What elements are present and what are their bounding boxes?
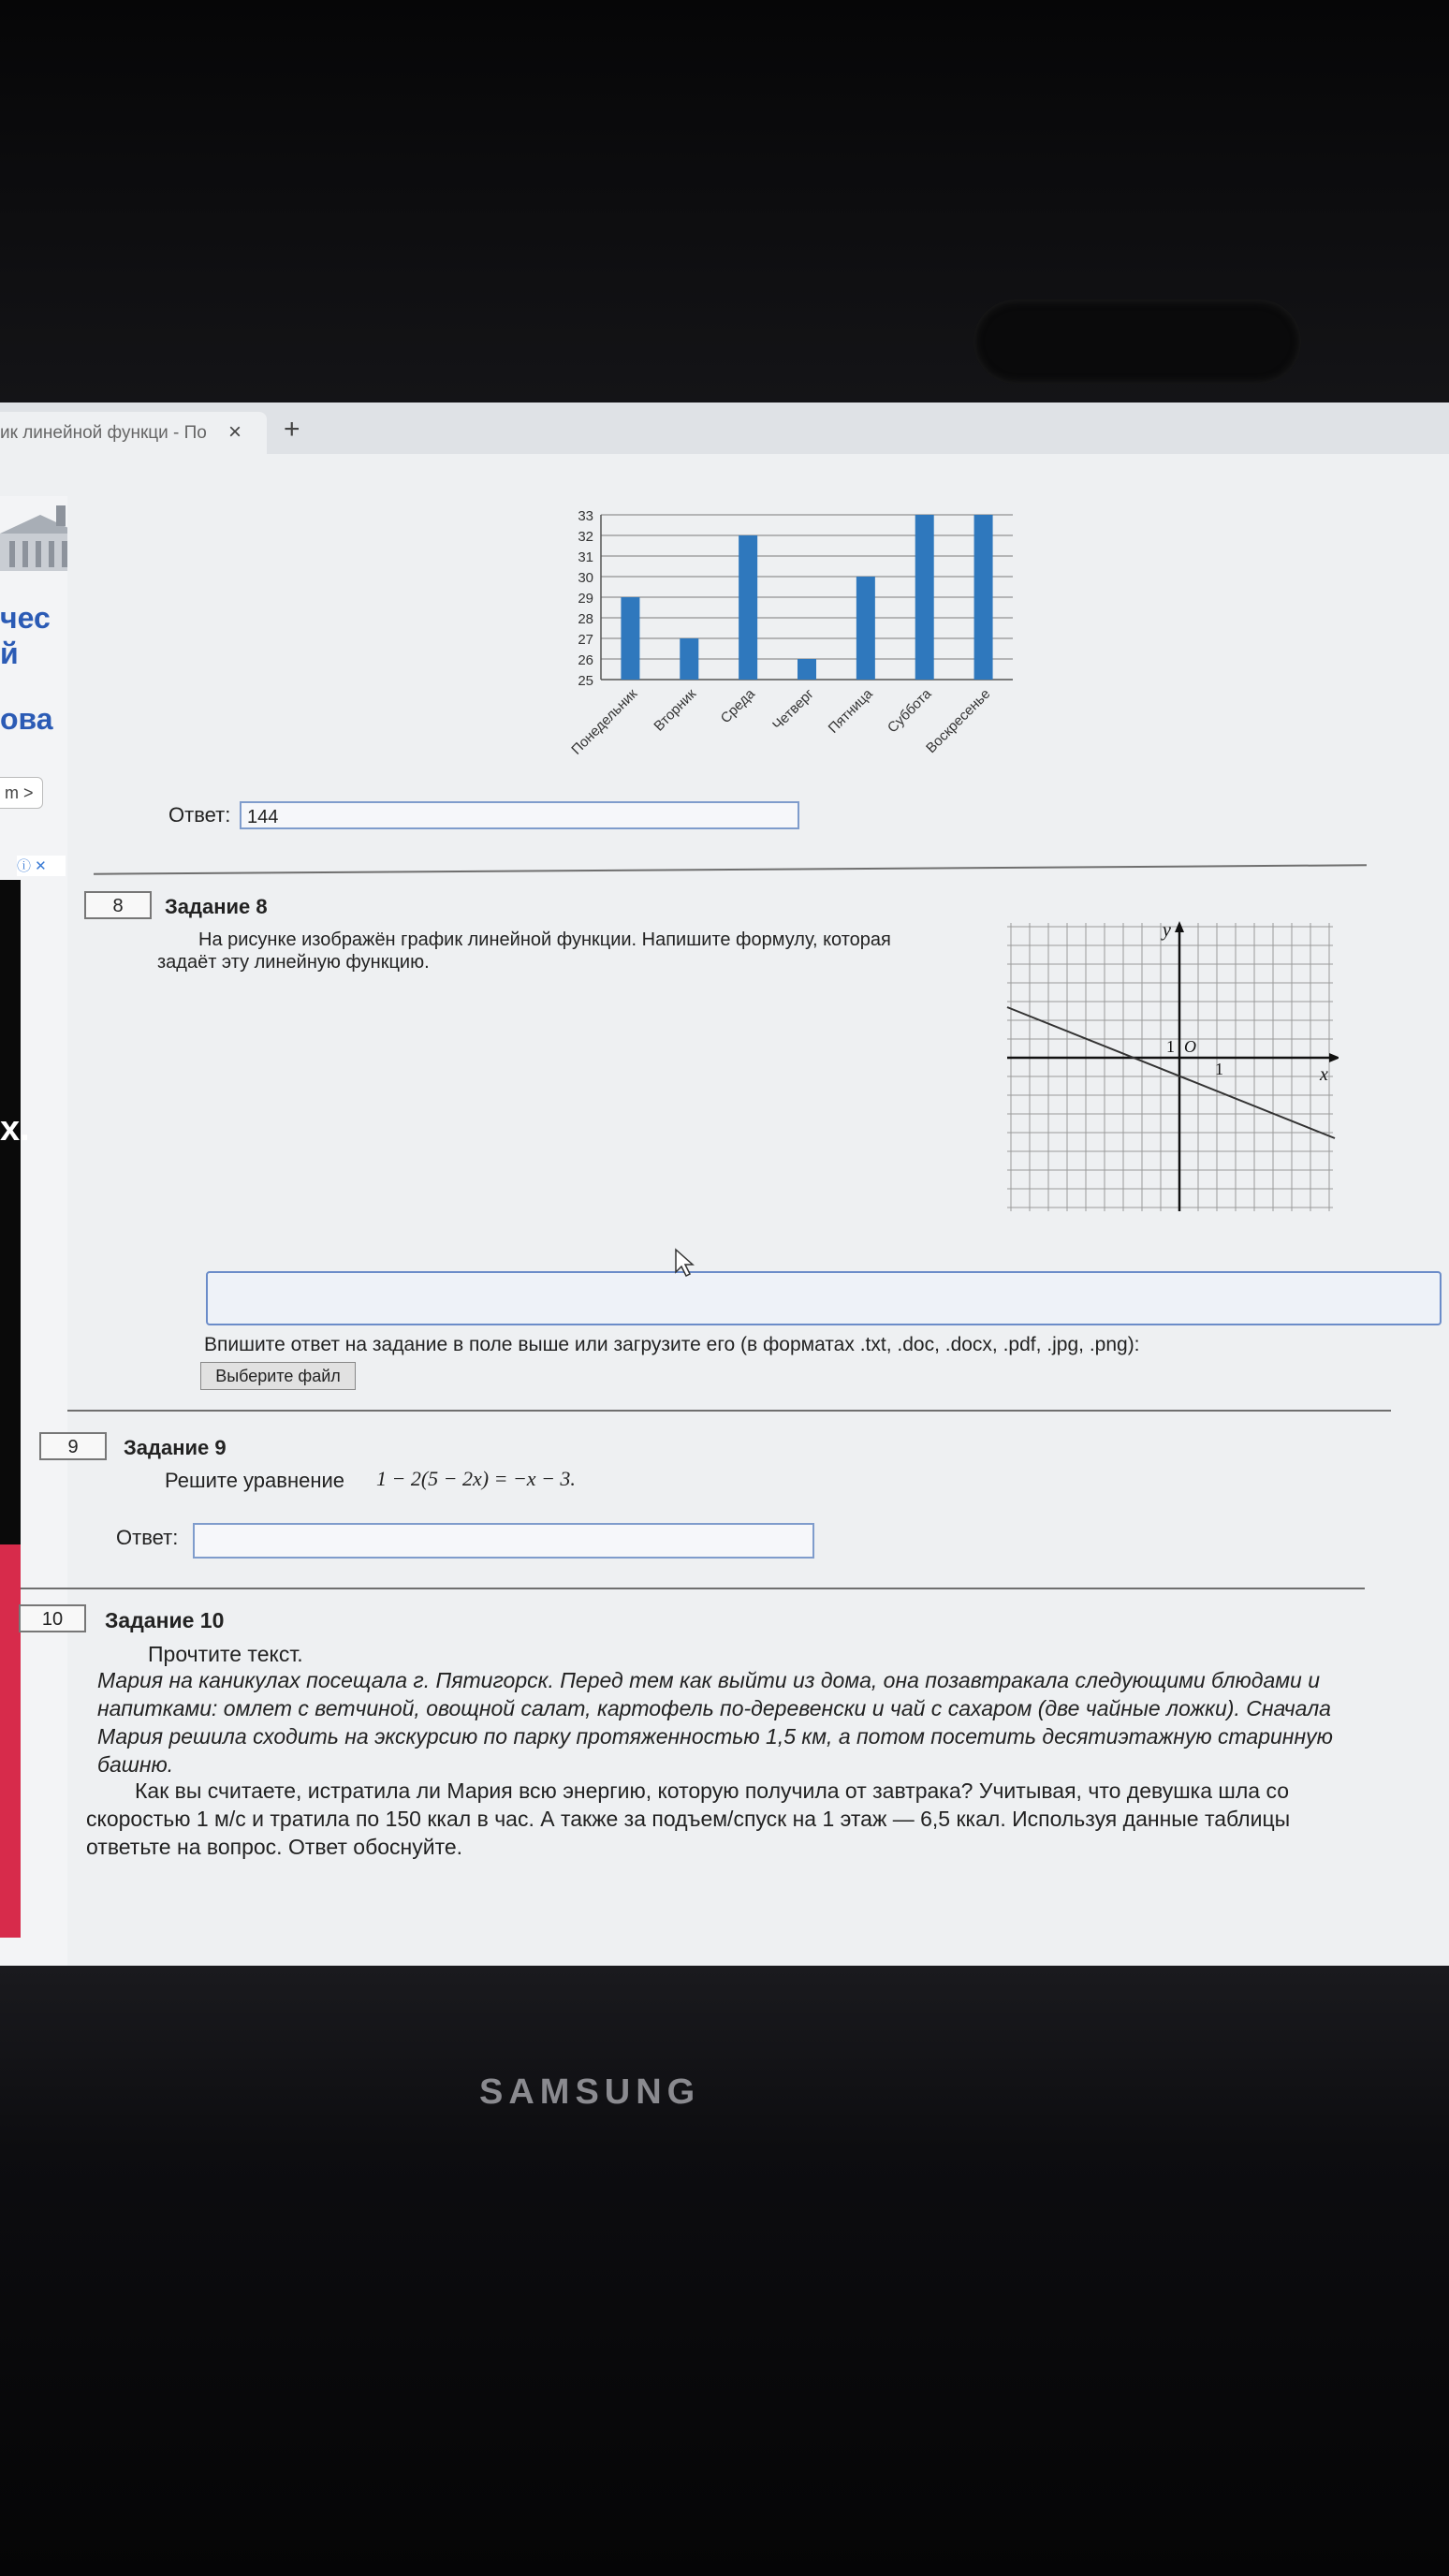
- monitor-top-bezel: [0, 0, 1449, 402]
- task10-title: Задание 10: [105, 1608, 225, 1632]
- chart-y-tick-label: 25: [578, 673, 593, 689]
- building-logo-icon: [0, 505, 67, 580]
- origin-label: O: [1184, 1037, 1196, 1056]
- chart-bar: [798, 659, 816, 680]
- unit-x-label: 1: [1215, 1060, 1223, 1078]
- chart-x-tick-label: Понедельник: [568, 685, 641, 758]
- chart-y-tick-label: 29: [578, 591, 593, 607]
- graph-grid: [1007, 923, 1333, 1211]
- chart-y-tick-label: 27: [578, 632, 593, 648]
- task7-answer-input[interactable]: 144: [240, 801, 799, 829]
- task10-story-line-4: башню.: [97, 1752, 174, 1777]
- browser-tab[interactable]: [0, 412, 267, 454]
- task10-intro: Прочтите текст.: [148, 1642, 303, 1666]
- tab-title: ик линейной функци - По: [0, 423, 207, 443]
- chart-bar: [739, 535, 757, 680]
- x-axis-label: x: [1320, 1064, 1328, 1085]
- chart-y-tick-label: 30: [578, 570, 593, 586]
- task9-answer-label: Ответ:: [116, 1526, 179, 1549]
- chart-x-tick-label: Воскресенье: [923, 685, 994, 757]
- task10-question-line-1: Как вы считаете, истратила ли Мария всю энергию, которую получила от завтрака? Учитывая, что девушка шла со: [135, 1778, 1290, 1803]
- chart-bar: [915, 515, 934, 680]
- sidebar-text-1: чес: [0, 601, 51, 635]
- task9-prompt: Решите уравнение: [165, 1469, 345, 1492]
- chart-bar: [621, 597, 639, 680]
- chart-x-tick-label: Вторник: [651, 685, 700, 735]
- task8-text-2: задаёт эту линейную функцию.: [157, 952, 430, 973]
- new-tab-icon[interactable]: +: [284, 414, 300, 445]
- task9-title: Задание 9: [124, 1436, 227, 1459]
- bar-chart: [545, 496, 1032, 768]
- task8-title: Задание 8: [165, 895, 268, 918]
- sidebar-text-2: й: [0, 637, 19, 670]
- divider: [21, 1588, 1365, 1589]
- webcam: [973, 300, 1301, 384]
- ad-text: x.: [0, 1109, 30, 1149]
- browser-toolbar: [0, 454, 1449, 491]
- chart-x-tick-label: Суббота: [884, 685, 935, 737]
- sidebar-text-3: ова: [0, 702, 53, 736]
- task8-number: 8: [84, 891, 152, 919]
- task10-story-line-3: Мария решила сходить на экскурсию по парку протяженностью 1,5 км, а потом посетить десятиэтажную старинную: [97, 1724, 1333, 1749]
- task10-number: 10: [19, 1604, 86, 1632]
- ad-panel-red[interactable]: [0, 1544, 21, 1938]
- ad-badge[interactable]: ⓘ ✕: [17, 856, 66, 876]
- task9-equation: 1 − 2(5 − 2x) = −x − 3.: [376, 1467, 576, 1490]
- unit-y-label: 1: [1166, 1037, 1175, 1056]
- task10-question-line-3: ответьте на вопрос. Ответ обоснуйте.: [86, 1835, 463, 1859]
- divider: [94, 864, 1367, 874]
- choose-file-button[interactable]: Выберите файл: [200, 1362, 356, 1390]
- chart-x-tick-label: Четверг: [769, 685, 817, 734]
- chart-y-tick-label: 32: [578, 529, 593, 545]
- task8-answer-textarea[interactable]: [206, 1271, 1442, 1325]
- chart-y-tick-label: 28: [578, 611, 593, 627]
- chart-bar: [974, 515, 993, 680]
- samsung-logo: SAMSUNG: [479, 2072, 701, 2112]
- chart-x-tick-label: Пятница: [825, 685, 876, 737]
- x-axis-arrow-icon: [1329, 1053, 1339, 1062]
- linear-function-graph: [1002, 917, 1339, 1217]
- task8-text-1: На рисунке изображён график линейной функции. Напишите формулу, которая: [198, 929, 891, 950]
- task7-answer-label: Ответ:: [168, 803, 231, 827]
- tab-close-icon[interactable]: ×: [228, 419, 242, 445]
- chart-bar: [856, 577, 875, 680]
- sidebar-button[interactable]: m >: [0, 777, 43, 809]
- main-content: [41, 496, 1449, 1966]
- chart-x-tick-label: Среда: [717, 685, 758, 727]
- task10-question-line-2: скоростью 1 м/с и тратила по 150 ккал в час. А также за подъем/спуск на 1 этаж — 6,5 ккал. Используя данные таблицы: [86, 1807, 1291, 1831]
- mouse-cursor-icon: [674, 1248, 696, 1278]
- y-axis-label: y: [1163, 920, 1171, 941]
- chart-y-tick-label: 33: [578, 508, 593, 524]
- task8-upload-note: Впишите ответ на задание в поле выше или загрузите его (в форматах .txt, .doc, .docx, .pdf, .jpg, .png):: [204, 1334, 1140, 1355]
- function-line: [1007, 1007, 1335, 1138]
- chart-y-tick-label: 26: [578, 652, 593, 668]
- tab-bar: [0, 402, 1449, 455]
- task9-number: 9: [39, 1432, 107, 1460]
- task9-answer-input[interactable]: [193, 1523, 814, 1559]
- left-sidebar: [0, 496, 67, 1966]
- divider: [67, 1410, 1391, 1412]
- monitor-bottom-bezel: [0, 1966, 1449, 2576]
- task10-story-line-2: напитками: омлет с ветчиной, овощной салат, картофель по-деревенски и чай с сахаром (две чайные ложки). Сначала: [97, 1696, 1331, 1720]
- task10-story-line-1: Мария на каникулах посещала г. Пятигорск. Перед тем как выйти из дома, она позавтракала следующими блюдами и: [97, 1668, 1321, 1692]
- chart-bar: [680, 638, 698, 680]
- browser-screen: [0, 402, 1449, 1966]
- chart-y-tick-label: 31: [578, 549, 593, 565]
